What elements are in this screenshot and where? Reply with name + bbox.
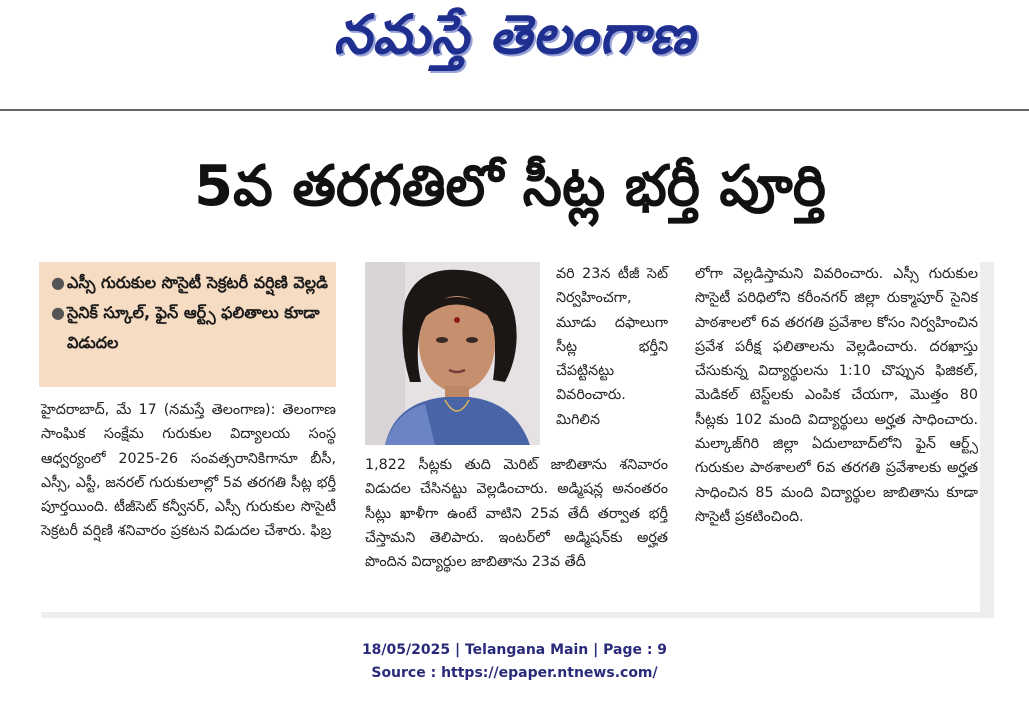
article-paragraph: హైదరాబాద్, మే 17 (నమస్తే తెలంగాణ): తెలంగాణ సాంఘిక సంక్షేమ గురుకుల విద్యాలయ సంస్థ ఆధ్వర్యంలో 2025-26 సంవత్సరానికిగానూ బీసీ, ఎస్సీ, ఎస్టీ, జనరల్ గురుకులాల్లో 5వ తరగతి సీట్ల భర్తీ పూర్తయింది. టీజీసెట్ కన్వీనర్, ఎస్సీ గురుకుల సొసైటీ సెక్రటరీ వర్షిణి శనివారం ప్రకటన విడుదల చేశారు. ఫిబ్ర [41,402,336,540]
article-paragraph: లోగా వెల్లడిస్తామని వివరించారు. ఎస్సీ గురుకుల సొసైటీ పరిధిలోని కరీంనగర్ జిల్లా రుక్మాపూర్ సైనిక పాఠశాలలో 6వ తరగతి ప్రవేశాల కోసం నిర్వహించిన ప్రవేశ పరీక్ష ఫలితాలను వెల్లడించారు. దరఖాస్తు చేసుకున్న విద్యార్థులను 1:10 చొప్పున ఫిజికల్, మెడికల్ టెస్ట్‌లకు ఎంపిక చేయగా, మొత్తం 80 సీట్లకు 102 మంది విద్యార్థులు అర్హత సాధించారు. మల్కాజ్‌గిరి జిల్లా ఏదులాబాద్‌లోని ఫైన్ ఆర్ట్స్ గురుకుల పాఠశాలలో 6వ తరగతి ప్రవేశాలకు అర్హత సాధించిన 85 మంది విద్యార్థుల జాబితాను కూడా సొసైటీ ప్రకటించింది. [695,266,978,525]
highlight-text: ఎస్సీ గురుకుల సొసైటీ సెక్రటరీ వర్షిణి వెల్లడి [67,273,328,292]
highlight-item [51,298,328,358]
highlight-text: సైనిక్ స్కూల్, ఫైన్ ఆర్ట్స్ ఫలితాలు కూడా విడుదల [67,303,320,352]
portrait-image [365,262,540,445]
header-divider [0,109,1029,111]
article-paragraph: వరి 23న టీజీ సెట్ నిర్వహించగా, మూడు దఫాలుగా సీట్ల భర్తీని చేపట్టినట్టు వివరించారు. మిగిలిన [556,266,668,428]
highlight-item [51,268,328,298]
bullet-icon: ● [51,273,65,292]
clipping-shadow [980,262,994,617]
newspaper-title: నమస్తే తెలంగాణ [333,2,696,66]
clipping-shadow [41,612,994,618]
article-column-1 [41,398,336,544]
source-link[interactable]: Source : https://epaper.ntnews.com/ [371,665,658,681]
article-column-2-top [556,262,668,432]
portrait-photo [365,262,540,445]
masthead [0,0,1029,80]
article-headline: 5వ తరగతిలో సీట్ల భర్తీ పూర్తి [194,154,826,219]
edition-info: 18/05/2025 | Telangana Main | Page : 9 [361,642,668,658]
bullet-icon: ● [51,303,65,322]
article-column-3 [695,262,978,529]
highlights-box [39,262,336,387]
article-paragraph: 1,822 సీట్లకు తుది మెరిట్ జాబితాను శనివారం విడుదల చేసినట్టు వెల్లడించారు. అడ్మిషన్ల అనంతరం సీట్లు ఖాళీగా ఉంటే వాటిని 25వ తేదీ తర్వాత భర్తీ చేస్తామని తెలిపారు. ఇంటర్‌లో అడ్మిషన్‌కు అర్హత పొందిన విద్యార్థుల జాబితాను 23వ తేదీ [365,457,668,571]
article-column-2-bottom [365,453,668,574]
